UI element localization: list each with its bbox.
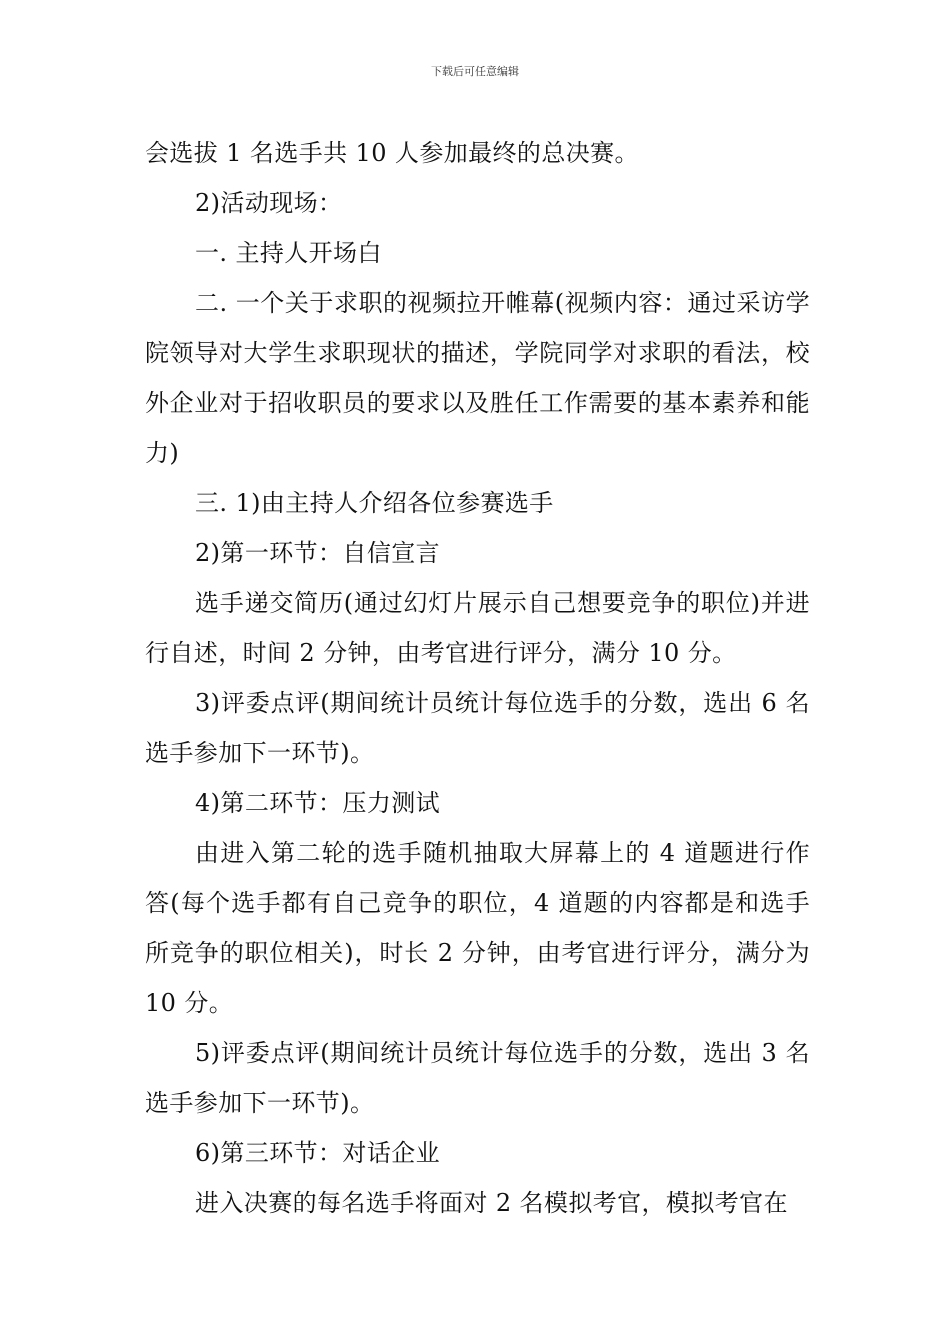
paragraph-12: 6)第三环节：对话企业 <box>195 1139 441 1167</box>
paragraph-13: 进入决赛的每名选手将面对 2 名模拟考官，模拟考官在 <box>195 1189 788 1217</box>
paragraph-11: 5)评委点评(期间统计员统计每位选手的分数，选出 3 名选手参加下一环节)。 <box>145 1039 810 1117</box>
paragraph-6: 2)第一环节：自信宣言 <box>195 539 441 567</box>
paragraph-8: 3)评委点评(期间统计员统计每位选手的分数，选出 6 名选手参加下一环节)。 <box>145 689 810 767</box>
page-header: 下载后可任意编辑 <box>431 65 519 78</box>
paragraph-3: 一. 主持人开场白 <box>195 239 382 267</box>
paragraph-4: 二. 一个关于求职的视频拉开帷幕(视频内容：通过采访学院领导对大学生求职现状的描述，学院同学对求职的看法，校外企业对于招收职员的要求以及胜任工作需要的基本素养和能力) <box>145 289 810 467</box>
document-body <box>145 128 810 1228</box>
paragraph-2: 2)活动现场： <box>195 189 343 217</box>
paragraph-7: 选手递交简历(通过幻灯片展示自己想要竞争的职位)并进行自述，时间 2 分钟，由考官进行评分，满分 10 分。 <box>145 589 810 667</box>
paragraph-5: 三. 1)由主持人介绍各位参赛选手 <box>195 489 554 517</box>
paragraph-9: 4)第二环节：压力测试 <box>195 789 441 817</box>
paragraph-10: 由进入第二轮的选手随机抽取大屏幕上的 4 道题进行作答(每个选手都有自己竞争的职位，4 道题的内容都是和选手所竞争的职位相关)，时长 2 分钟，由考官进行评分，满分为 10 分。 <box>145 839 810 1017</box>
paragraph-1: 会选拔 1 名选手共 10 人参加最终的总决赛。 <box>145 139 639 167</box>
